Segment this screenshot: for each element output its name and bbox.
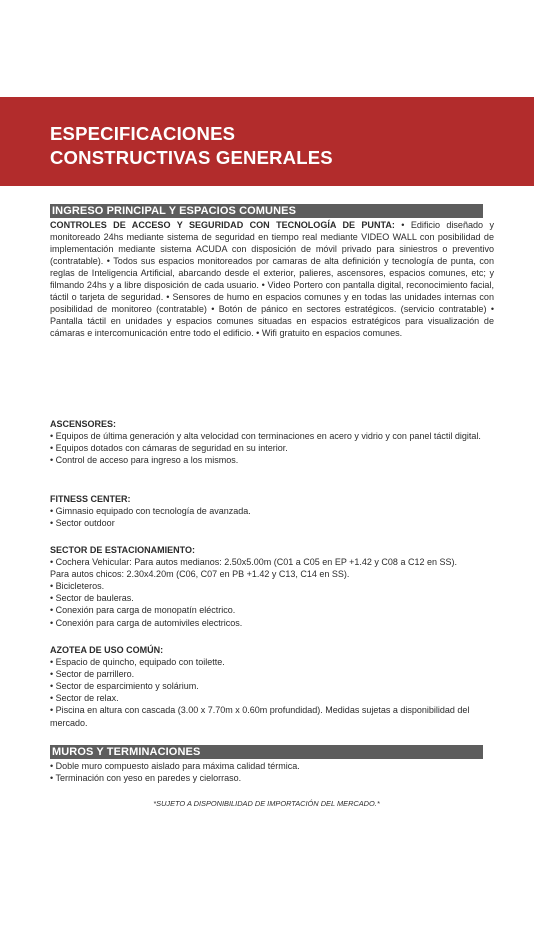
list-item: • Sector outdoor xyxy=(50,518,115,529)
section-muros xyxy=(50,760,494,784)
azotea-list xyxy=(50,656,494,729)
list-item: • Sector de parrillero. xyxy=(50,669,135,680)
muros-list xyxy=(50,760,494,784)
list-item: • Espacio de quincho, equipado con toilette. xyxy=(50,657,225,668)
section-estacionamiento xyxy=(50,544,494,629)
list-item: • Bicicleteros. xyxy=(50,581,105,592)
list-item: • Conexión para carga de monopatín eléctrico. xyxy=(50,605,236,616)
ingreso-paragraph xyxy=(50,219,494,339)
estacionamiento-list xyxy=(50,556,494,629)
list-item: • Piscina en altura con cascada (3.00 x 7.70m x 0.60m profundidad). Medidas sujetas a disponibilidad del mercado. xyxy=(50,705,470,728)
section-title-estacionamiento: SECTOR DE ESTACIONAMIENTO: xyxy=(50,545,196,555)
section-azotea xyxy=(50,644,494,729)
list-item: • Cochera Vehicular: Para autos medianos: 2.50x5.00m (C01 a C05 en EP +1.42 y C08 a C12 en SS). xyxy=(50,557,457,568)
list-item: • Terminación con yeso en paredes y cielorraso. xyxy=(50,773,242,784)
footnote: *SUJETO A DISPONIBILIDAD DE IMPORTACIÓN DEL MERCADO.* xyxy=(153,799,380,808)
ascensores-list xyxy=(50,430,494,466)
list-item: • Equipos de última generación y alta velocidad con terminaciones en acero y vidrio y con panel táctil digital. xyxy=(50,431,481,442)
section-heading-muros: MUROS Y TERMINACIONES xyxy=(50,745,483,759)
list-item: • Sector de relax. xyxy=(50,693,119,704)
ingreso-body: • Edificio diseñado y monitoreado 24hs mediante sistema de seguridad en tiempo real mediante VIDEO WALL con posibilidad de implementación mediante sistema ACUDA con disposición de móvil privado para siniestros o preventivo (contratable). • Todos sus espacios monitoreados por camaras de alta definición y tecnología de punta, con reglas de Inteligencia Artificial, abarcando desde el exterior, palieres, ascensores, espacios comunes, etc; y filmando 24hs y a libre disposición de cada usuario. • Video Portero con pantalla digital, reconocimiento facial, táctil o tarjeta de seguridad. • Sensores de humo en espacios comunes y en todas las unidades internas con posibilidad de monitoreo (contratable) • Botón de pánico en sectores estratégicos. (servicio contratable) • Pantalla táctil en unidades y espacios comunes situadas en espacios estratégicos para visualización de cámaras e intercomunicación entre todo el edificio. • Wifi gratuito en espacios comunes. xyxy=(50,220,494,339)
list-item: • Sector de esparcimiento y solárium. xyxy=(50,681,199,692)
section-ascensores xyxy=(50,418,494,466)
list-item: • Gimnasio equipado con tecnología de avanzada. xyxy=(50,506,251,517)
section-title-ascensores: ASCENSORES: xyxy=(50,419,117,429)
list-item: Para autos chicos: 2.30x4.20m (C06, C07 en PB +1.42 y C13, C14 en SS). xyxy=(50,569,350,580)
page-title: ESPECIFICACIONES CONSTRUCTIVAS GENERALES xyxy=(50,123,333,168)
section-title-fitness: FITNESS CENTER: xyxy=(50,494,131,504)
section-title-azotea: AZOTEA DE USO COMÚN: xyxy=(50,645,164,655)
fitness-list xyxy=(50,505,494,529)
list-item: • Conexión para carga de automiviles electricos. xyxy=(50,617,243,628)
list-item: • Equipos dotados con cámaras de seguridad en su interior. xyxy=(50,443,288,454)
list-item: • Sector de bauleras. xyxy=(50,593,134,604)
list-item: • Control de acceso para ingreso a los mismos. xyxy=(50,455,239,466)
section-heading-ingreso: INGRESO PRINCIPAL Y ESPACIOS COMUNES xyxy=(50,204,483,218)
list-item: • Doble muro compuesto aislado para máxima calidad térmica. xyxy=(50,761,300,771)
section-fitness xyxy=(50,493,494,529)
ingreso-lead: CONTROLES DE ACCESO Y SEGURIDAD CON TECNOLOGÍA DE PUNTA: xyxy=(50,220,395,230)
